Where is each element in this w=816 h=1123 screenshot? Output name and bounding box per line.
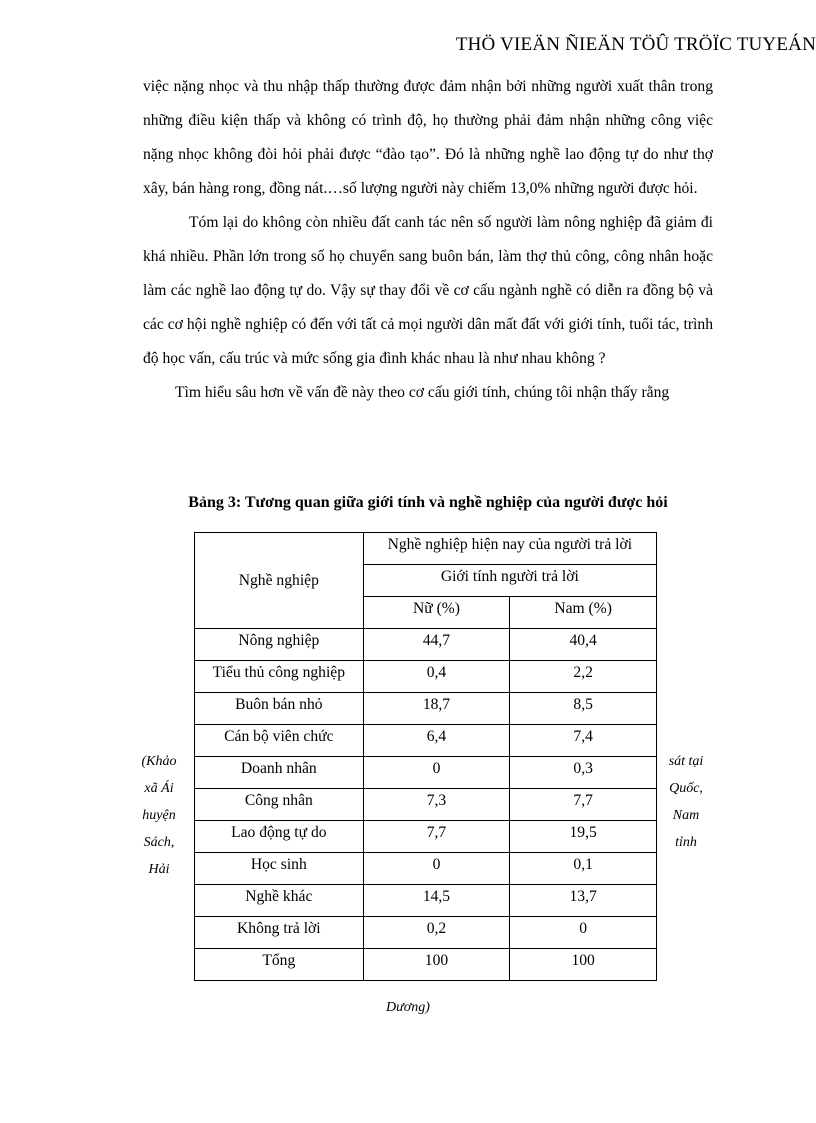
female-value-cell: 0 (363, 757, 510, 789)
female-value-cell: 44,7 (363, 629, 510, 661)
male-value-cell: 0,3 (510, 757, 657, 789)
col-header-male: Nam (%) (510, 597, 657, 629)
occupation-cell: Lao động tự do (195, 821, 364, 853)
table-header-row (195, 533, 657, 565)
occupation-cell: Buôn bán nhỏ (195, 693, 364, 725)
female-value-cell: 14,5 (363, 885, 510, 917)
table-row (195, 757, 657, 789)
female-value-cell: 0,2 (363, 917, 510, 949)
female-value-cell: 100 (363, 949, 510, 981)
body-text (143, 70, 713, 410)
table-row (195, 693, 657, 725)
table-row (195, 821, 657, 853)
male-value-cell: 100 (510, 949, 657, 981)
group-header-cell: Nghề nghiệp hiện nay của người trả lời (363, 533, 656, 565)
male-value-cell: 0 (510, 917, 657, 949)
source-note-right (666, 748, 706, 856)
male-value-cell: 40,4 (510, 629, 657, 661)
source-note-end: Dương) (386, 1000, 430, 1015)
table-caption: Bảng 3: Tương quan giữa giới tính và nghề nghiệp của người được hỏi (188, 494, 668, 511)
occupation-cell: Nông nghiệp (195, 629, 364, 661)
occupation-gender-table (194, 532, 657, 981)
source-note-right-line: Nam (672, 808, 700, 823)
source-note-left-line: (Khảo (141, 754, 177, 769)
table-row (195, 661, 657, 693)
paragraph-1: việc nặng nhọc và thu nhập thấp thường được đảm nhận bởi những người xuất thân trong những điều kiện thấp và không có trình độ, họ thường phải đảm nhận những công việc nặng nhọc không đòi hỏi phải được “đào tạo”. Đó là những nghề lao động tự do như thợ xây, bán hàng rong, đồng nát.…số lượng người này chiếm 13,0% những người được hỏi. (143, 78, 713, 197)
col-header-female: Nữ (%) (363, 597, 510, 629)
source-note-left-line: Sách, (143, 835, 175, 850)
occupation-cell: Doanh nhân (195, 757, 364, 789)
occupation-cell: Tiểu thủ công nghiệp (195, 661, 364, 693)
male-value-cell: 7,7 (510, 789, 657, 821)
male-value-cell: 7,4 (510, 725, 657, 757)
male-value-cell: 8,5 (510, 693, 657, 725)
sub-header-cell: Giới tính người trả lời (363, 565, 656, 597)
female-value-cell: 18,7 (363, 693, 510, 725)
source-note-right-line: Quốc, (669, 781, 703, 796)
male-value-cell: 0,1 (510, 853, 657, 885)
table-row (195, 949, 657, 981)
occupation-cell: Tổng (195, 949, 364, 981)
occupation-cell: Cán bộ viên chức (195, 725, 364, 757)
source-note-left-line: huyện (142, 808, 176, 823)
female-value-cell: 6,4 (363, 725, 510, 757)
male-value-cell: 2,2 (510, 661, 657, 693)
paragraph-2: Tóm lại do không còn nhiều đất canh tác nên số người làm nông nghiệp đã giảm đi khá nhiều. Phần lớn trong số họ chuyển sang buôn bán, làm thợ thủ công, công nhân hoặc làm các nghề lao động tự do. Vậy sự thay đổi về cơ cấu ngành nghề có diễn ra đồng bộ và các cơ hội nghề nghiệp có đến với tất cả mọi người dân mất đất với giới tính, tuổi tác, trình độ học vấn, cấu trúc và mức sống gia đình khác nhau là như nhau không ? (143, 214, 713, 367)
female-value-cell: 7,3 (363, 789, 510, 821)
table-row (195, 885, 657, 917)
source-note-right-line: tỉnh (675, 835, 697, 850)
table-row (195, 789, 657, 821)
table-row (195, 629, 657, 661)
occupation-cell: Không trả lời (195, 917, 364, 949)
occupation-cell: Công nhân (195, 789, 364, 821)
table-row (195, 725, 657, 757)
male-value-cell: 13,7 (510, 885, 657, 917)
table-row (195, 917, 657, 949)
source-note-left-line: xã Ái (144, 781, 174, 796)
source-note-left (138, 748, 180, 883)
occupation-cell: Nghề khác (195, 885, 364, 917)
female-value-cell: 0,4 (363, 661, 510, 693)
source-note-right-line: sát tại (668, 754, 704, 769)
source-note-left-line: Hải (148, 862, 170, 877)
female-value-cell: 0 (363, 853, 510, 885)
library-header-title: THÖ VIEÄN ÑIEÄN TÖÛ TRÖÏC TUYEÁN (455, 34, 816, 55)
occupation-cell: Học sinh (195, 853, 364, 885)
male-value-cell: 19,5 (510, 821, 657, 853)
female-value-cell: 7,7 (363, 821, 510, 853)
table-body (195, 533, 657, 981)
paragraph-3: Tìm hiểu sâu hơn về vấn đề này theo cơ cấu giới tính, chúng tôi nhận thấy rằng (175, 384, 670, 401)
row-header-cell: Nghề nghiệp (195, 533, 364, 629)
table-row (195, 853, 657, 885)
